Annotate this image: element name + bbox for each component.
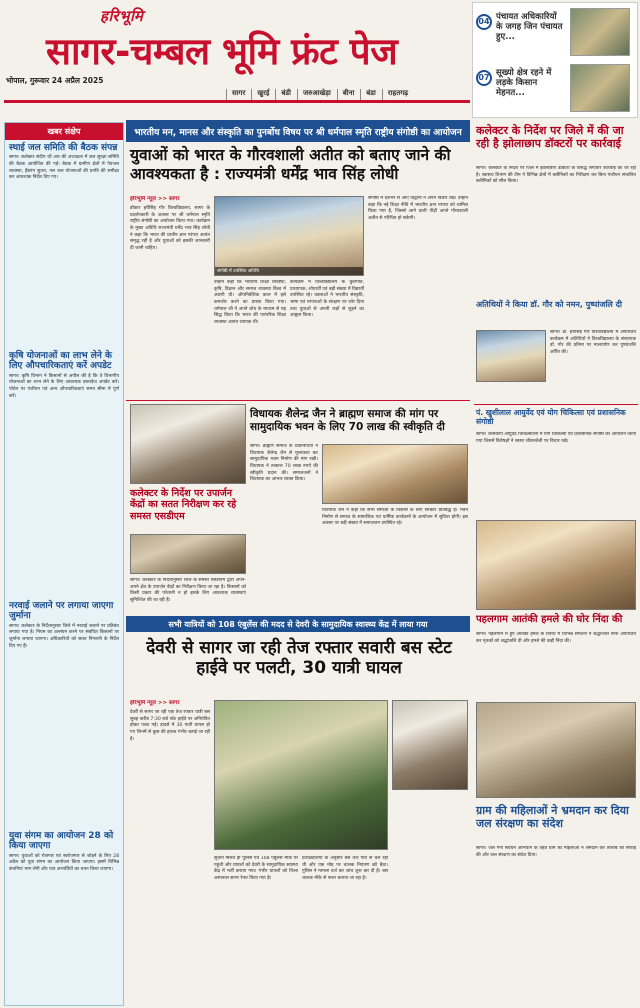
header-teasers	[472, 2, 638, 118]
water-headline[interactable]: ग्राम की महिलाओं ने भ्रमदान कर दिया जल संरक्षण का संदेश	[476, 804, 629, 831]
teaser-thumbnail	[570, 64, 630, 112]
brand-logo: हरिभूमि	[100, 7, 144, 25]
brief-body: सागर। युवाओं को रोजगार एवं स्वरोजगार से जोड़ने के लिए 28 अप्रैल को युवा संगम का आयोजन किया जाएगा। इसमें विभिन्न कंपनियां भाग लेंगी और पात्र अभ्यर्थियों का चयन किया जाएगा।	[9, 853, 119, 872]
jholachhap-body	[476, 166, 636, 294]
dateline: भोपाल, गुरूवार 24 अप्रैल 2025	[6, 76, 104, 85]
city-item: जरुआखेड़ा	[297, 89, 331, 102]
lead-body-text: उन्होंने कहा कि भारतीय शिक्षा व्यवस्था, कृषि, विज्ञान और समाज व्यवस्था विश्व में अग्रणी थी। औपनिवेशिक काल में इसे कमजोर करने का प्रयास किया गया। धर्मपाल जी ने अपने शोध के माध्यम से यह सिद्ध किया कि भारत की पारंपरिक शिक्षा व्यवस्था अत्यंत व्यापक थी।	[214, 280, 286, 325]
lead-body-text: संगोष्ठी में देशभर से आए विद्वानों ने अपने विचार रखे। उन्होंने कहा कि नई शिक्षा नीति में भारतीय ज्ञान परंपरा को शामिल किया गया है, जिससे आने वाली पीढ़ी अपने गौरवशाली अतीत से परिचित हो सकेगी।	[368, 196, 468, 221]
brief-body: सागर। कलेक्टर संदीप जी आर की अध्यक्षता में जल सुरक्षा समिति की बैठक आयोजित की गई। बैठक में ग्रामीण क्षेत्रों में पेयजल व्यवस्था, हैंडपंप सुधार, नल जल योजनाओं की प्रगति की समीक्षा कर आवश्यक निर्देश दिए गए।	[9, 155, 119, 181]
story-body: सागर। कलेक्टर के निर्देश पर जिले में झोलाछाप डॉक्टरों के विरुद्ध लगातार कार्रवाई की जा रही है। स्वास्थ्य विभाग की टीम ने विभिन्न क्षेत्रों में क्लीनिकों का निरीक्षण कर बिना पंजीयन संचालित क्लीनिकों को सील किया।	[476, 166, 636, 185]
news-brief-sidebar	[4, 122, 124, 1006]
pahalgam-body	[476, 632, 636, 698]
sdm-headline[interactable]: कलेक्टर के निर्देश पर उपार्जन केंद्रों का सतत निरीक्षण कर रहे समस्त एसडीएम	[130, 488, 237, 522]
city-item: राहतगढ़	[382, 89, 408, 102]
city-item: बंडा	[360, 89, 376, 102]
brahmin-column-1	[250, 444, 318, 614]
lead-column-2	[214, 280, 286, 396]
ayurved-headline[interactable]: पं. खुशीलाल आयुर्वेद एवं योग चिकित्सा एवं प्रशासनिक संगोष्ठी	[476, 408, 626, 426]
bus-kicker: सभी यात्रियों को 108 एंबुलेंस की मदद से देवरी के सामुदायिक स्वास्थ्य केंद्र में लाया गया	[126, 616, 470, 632]
city-item: सागर	[226, 89, 245, 102]
brief-title: नरवाई जलाने पर लगाया जाएगा जुर्माना	[9, 601, 114, 622]
brahmin-headline[interactable]: विधायक शैलेन्द्र जैन ने ब्राह्मण समाज की मांग पर सामुदायिक भवन के लिए 70 लाख की स्वीकृति दी	[250, 408, 445, 433]
story-photo	[322, 444, 468, 504]
story-body: सागर। जल गंगा संवर्धन अभियान के तहत ग्राम की महिलाओं ने श्रमदान कर तालाब की सफाई की और जल संरक्षण का संदेश दिया।	[476, 846, 636, 858]
story-body: विधायक जैन ने कहा कि सभी समाजों के विकास के लिए सरकार प्रतिबद्ध है। भवन निर्माण से समाज के सामाजिक एवं धार्मिक कार्यक्रमों के आयोजन में सुविधा होगी। इस अवसर पर बड़ी संख्या में समाजजन उपस्थित रहे।	[322, 508, 468, 527]
lead-column-3	[290, 280, 364, 396]
brief-item[interactable]	[9, 831, 119, 874]
brief-title: कृषि योजनाओं का लाभ लेने के लिए औपचारिकताएं करें अपडेट	[9, 351, 112, 372]
teaser-text: सूख्यो क्षेत्र रहने में लड़के किसान मेहनत...	[496, 68, 552, 99]
pahalgam-headline[interactable]: पहलगाम आतंकी हमले की घोर निंदा की	[476, 614, 623, 625]
atithi-body	[550, 330, 636, 400]
story-body: सागर। कलेक्टर के निर्देशानुसार जिले के समस्त एसडीएम द्वारा अपने-अपने क्षेत्र के उपार्जन केंद्रों का निरीक्षण किया जा रहा है। किसानों को किसी प्रकार की परेशानी न हो इसके लिए आवश्यक व्यवस्थाएं सुनिश्चित की जा रही हैं।	[130, 578, 246, 603]
lead-photo	[214, 196, 364, 276]
bus-column-1	[130, 700, 210, 1000]
edition-title: सागर-चम्बल भूमि फ्रंट पेज	[46, 30, 398, 73]
story-photo	[476, 520, 636, 610]
teaser-thumbnail	[570, 8, 630, 56]
sidebar-heading: खबर संक्षेप	[5, 123, 123, 140]
lead-column-4	[368, 196, 468, 396]
story-photo	[392, 700, 468, 790]
section-rule	[474, 404, 638, 405]
atithi-headline[interactable]: अतिथियों ने किया डॉ. गौर को नमन, पुष्पांजलि दी	[476, 300, 622, 309]
story-body: सागर। डॉ. हरीसिंह गौर विश्वविद्यालय में आयोजित कार्यक्रम में अतिथियों ने विश्वविद्यालय के संस्थापक डॉ. गौर की प्रतिमा पर माल्यार्पण कर पुष्पांजलि अर्पित की।	[550, 330, 636, 355]
lead-body-text: डॉक्टर हरीसिंह गौर विश्वविद्यालय, सागर के प्रदर्शनकारी के अवसर पर श्री धर्मपाल स्मृति राष्ट्रीय संगोष्ठी का आयोजन किया गया। कार्यक्रम के मुख्य अतिथि राज्यमंत्री धर्मेंद्र भाव सिंह लोधी ने कहा कि भारत की प्राचीन ज्ञान परंपरा अत्यंत समृद्ध रही है और युवाओं को इसकी जानकारी दी जानी चाहिए।	[130, 205, 210, 251]
ayurved-body	[476, 432, 636, 516]
teaser-item[interactable]	[473, 5, 637, 61]
bus-column-3	[302, 856, 388, 1002]
story-photo	[476, 330, 546, 382]
story-photo	[130, 534, 246, 574]
story-body: सागर। शासकीय आयुर्वेद चिकित्सालय में योग चिकित्सा एवं प्रशासनिक संगोष्ठी का आयोजन किया गया जिसमें विशेषज्ञों ने स्वस्थ जीवनशैली पर विचार रखे।	[476, 432, 636, 444]
brief-item[interactable]	[9, 601, 119, 650]
story-body: प्रत्यक्षदर्शियों के अनुसार बस तेज गति से चल रही थी और एक मोड़ पर चालक नियंत्रण खो बैठा। पुलिस ने मामला दर्ज कर जांच शुरू कर दी है। बस चालक मौके से फरार बताया जा रहा है।	[302, 856, 388, 881]
bus-headline[interactable]: देवरी से सागर जा रही तेज रफ्तार सवारी बस स्टेट हाईवे पर पलटी, 30 यात्री घायल	[146, 638, 452, 679]
teaser-text: पंचायत अधिकारियों के जगह जिन पंचायत हुए...	[496, 12, 563, 43]
city-item: बंडी	[275, 89, 291, 102]
brief-body: सागर। कलेक्टर के निर्देशानुसार जिले में नरवाई जलाने पर प्रतिबंध लगाया गया है। नियम का उल्लंघन करने पर संबंधित किसानों पर जुर्माना लगाया जाएगा। अधिकारियों को सतत निगरानी के निर्देश दिए गए हैं।	[9, 623, 119, 649]
lead-photo-caption: संगोष्ठी में उपस्थित अतिथि	[215, 267, 363, 275]
story-body: सागर। पहलगाम में हुए आतंकी हमले के विरोध में विभिन्न संगठनों ने श्रद्धांजलि सभा आयोजित कर मृतकों को श्रद्धांजलि दी और हमले की कड़ी निंदा की।	[476, 632, 636, 644]
story-body: सूचना मिलते ही पुलिस एवं 108 एंबुलेंस मौके पर पहुंची और घायलों को देवरी के सामुदायिक स्वास्थ्य केंद्र में भर्ती कराया गया। गंभीर घायलों को जिला अस्पताल सागर रेफर किया गया है।	[214, 856, 298, 881]
lead-body-text: कार्यक्रम में विश्वविद्यालय के कुलपति, प्राध्यापक, शोधार्थी एवं बड़ी संख्या में विद्यार्थी उपस्थित रहे। वक्ताओं ने भारतीय संस्कृति, भाषा एवं परंपराओं के संरक्षण पर जोर दिया तथा युवाओं से अपनी जड़ों से जुड़ने का आह्वान किया।	[290, 280, 364, 319]
teaser-page-number: 04	[476, 14, 492, 30]
story-body: सागर। ब्राह्मण समाज के प्रतिनिधियों ने विधायक शैलेन्द्र जैन से मुलाकात कर सामुदायिक भवन निर्माण की मांग रखी। विधायक ने तत्काल 70 लाख रुपये की स्वीकृति प्रदान की। समाजजनों ने विधायक का आभार व्यक्त किया।	[250, 444, 318, 483]
jholachhap-headline[interactable]: कलेक्टर के निर्देश पर जिले में की जा रही है झोलाछाप डॉक्टरों पर कार्रवाई	[476, 124, 624, 151]
lead-byline: हरिभूमि न्यूज़ >> सागर	[130, 196, 180, 202]
lead-column-1	[130, 196, 210, 396]
section-rule	[126, 400, 470, 401]
brahmin-column-2	[322, 508, 468, 614]
lead-banner: भारतीय मन, मानस और संस्कृति का पुनर्बोध विषय पर श्री धर्मपाल स्मृति राष्ट्रीय संगोष्ठी का आयोजन	[126, 120, 470, 142]
brief-body: सागर। कृषि विभाग ने किसानों से अपील की है कि वे विभागीय योजनाओं का लाभ लेने के लिए आवश्यक दस्तावेज अपडेट करें। पोर्टल पर पंजीयन एवं अन्य औपचारिकताएं समय सीमा में पूर्ण करें।	[9, 373, 119, 399]
story-body: देवरी से सागर जा रही एक तेज रफ्तार यात्री बस सुबह करीब 7:30 बजे स्टेट हाईवे पर अनियंत्रित होकर पलट गई। हादसे में 30 यात्री घायल हो गए जिनमें से कुछ की हालत गंभीर बताई जा रही है।	[130, 709, 210, 742]
brief-item[interactable]	[9, 143, 119, 182]
story-photo	[130, 404, 246, 484]
water-body	[476, 846, 636, 1002]
teaser-page-number: 07	[476, 70, 492, 86]
sdm-body	[130, 578, 246, 614]
bus-byline: हरिभूमि न्यूज़ >> सागर	[130, 700, 180, 706]
city-item: खुरई	[251, 89, 269, 102]
story-photo	[476, 702, 636, 798]
brief-title: युवा संगम का आयोजन 28 को किया जाएगा	[9, 831, 114, 852]
brief-title: स्थाई जल समिति की बैठक संपन्न	[9, 143, 118, 153]
city-item: बीना	[337, 89, 355, 102]
teaser-item[interactable]	[473, 61, 637, 117]
masthead-rule	[4, 100, 470, 103]
lead-headline[interactable]: युवाओं को भारत के गौरवशाली अतीत को बताए जाने की आवश्यकता है : राज्यमंत्री धर्मेंद्र भाव सिंह लोधी	[130, 146, 451, 184]
masthead	[0, 0, 470, 120]
bus-accident-photo	[214, 700, 388, 850]
brief-item[interactable]	[9, 351, 119, 400]
bus-column-2	[214, 856, 298, 1002]
